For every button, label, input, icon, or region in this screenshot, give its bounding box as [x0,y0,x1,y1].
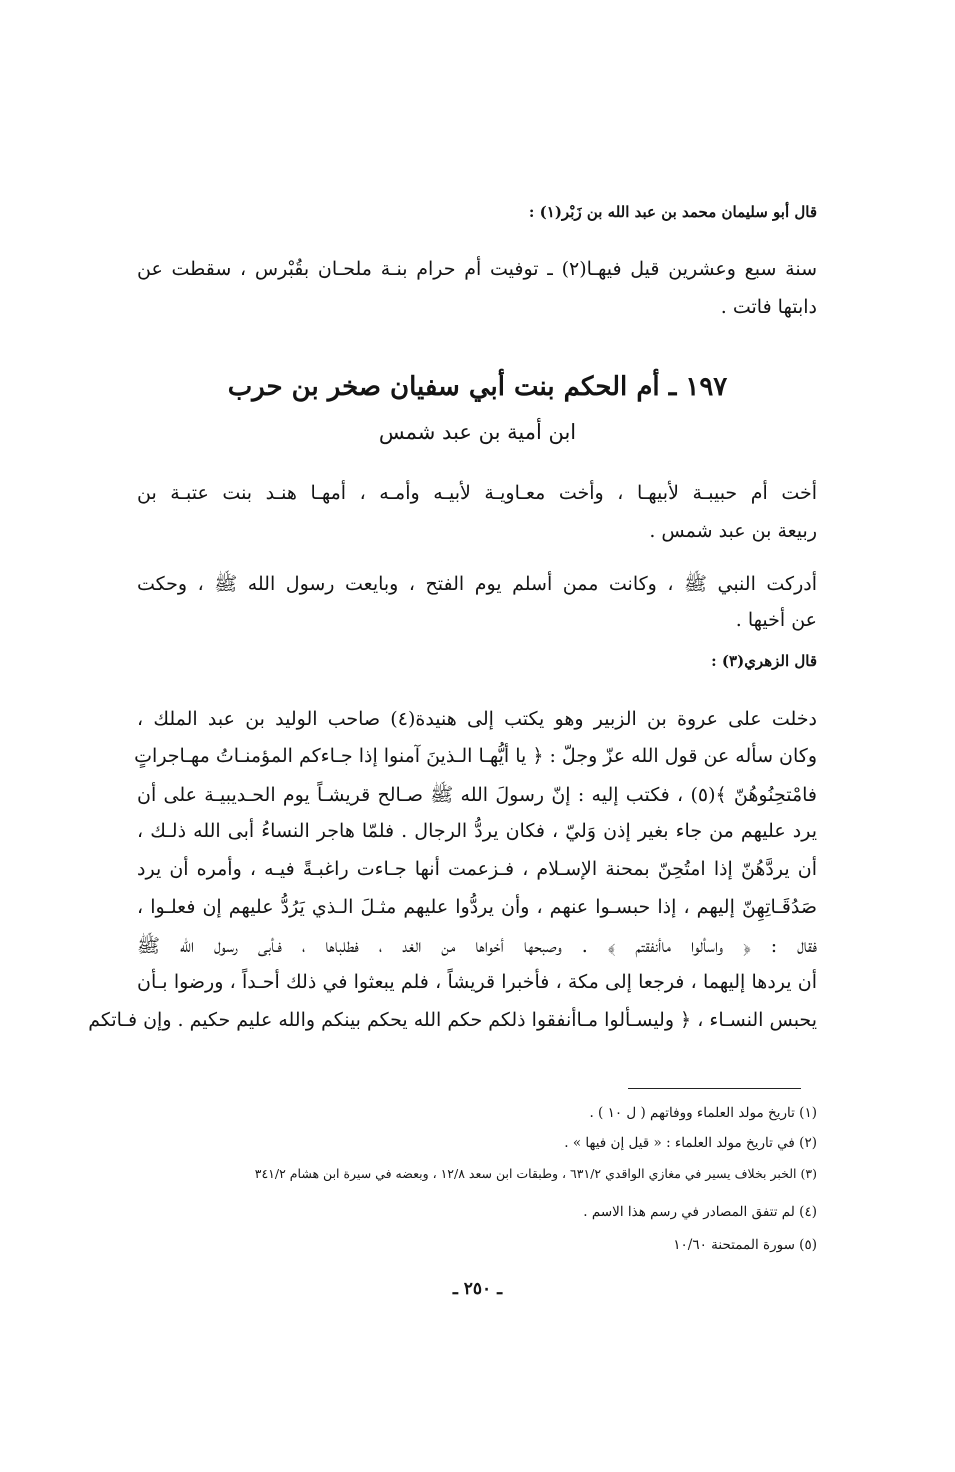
footnote-5: (٥) سورة الممتحنة ١٠/٦٠ [673,1237,817,1253]
paragraph-2-line-2: عن أخيها . [735,609,817,631]
narration-line-6: صَدُقَـاتِهِنّ إليهم ، إذا حبسـوا عنهم ، وأن يردُّوا عليهم مثـلَ الـذي يَرُدُّ عليهم إن فعلـوا ، [137,896,817,918]
narration-line-9: يحبس النسـاء ، ﴿ وليسـألوا مـاأنفقوا ذلكم حكم الله يحكم بينكم والله عليم حكيم . وإن فـاتكم [88,1009,817,1031]
footnote-4: (٤) لم تتفق المصادر في رسم هذا الاسم . [583,1204,817,1220]
footnote-1: (١) تاريخ مولد العلماء ووفاتهم ( ل ١٠ ) . [589,1105,817,1121]
entry-title: ١٩٧ ـ أم الحكم بنت أبي سفيان صخر بن حرب [227,372,728,402]
narrator-attribution: قال أبو سليمان محمد بن عبد الله بن زَبْر(١) : [528,203,817,221]
narration-line-8: أن يردها إليهما ، فرجعا إلى مكة ، فأخبرا قريشاً ، فلم يبعثوا في ذلك أحـداً ، ورضوا بـأن [137,971,817,993]
footnote-2: (٢) في تاريخ مولد العلماء : « قيل إن فيها » . [564,1135,817,1151]
paragraph-2-line-1: أدركت النبي ﷺ ، وكانت ممن أسلم يوم الفتح ، وبايعت رسول الله ﷺ ، وحكت [137,573,817,595]
page-number: ـ ٢٥٠ ـ [452,1279,503,1299]
entry-subtitle: ابن أمية بن عبد شمس [378,420,577,444]
paragraph-1-line-2: ربيعة بن عبد شمس . [649,520,817,542]
footnote-3: (٣) الخبر بخلاف يسير في مغازي الواقدي ٦٣١/٢ ، وطبقات ابن سعد ١٢/٨ ، وبعضه في سيرة ابن هشام ٣٤١/٢ [254,1166,817,1181]
narration-line-1: دخلت على عروة بن الزبير وهو يكتب إلى هنيدة(٤) صاحب الوليد بن عبد الملك ، [137,708,818,730]
footnote-separator [628,1088,801,1089]
narration-line-4: يرد عليهم من جاء بغير إذن وَليّ ، فكان يردُّ الرجال . فلمّا هاجر النساءُ أبى الله ذلـك ، [137,820,817,842]
narration-line-7: فقال : ﴿ واسألوا ماأنفقتم ﴾ . وصبحها أخواها من الغد ، فطلباها ، فـأبى رسول الله ﷺ [137,935,817,957]
narration-line-5: أن يردَّهُنّ إذا امتُحِنّ بمحنة الإسـلام ، فـزعمت أنها جـاءت راغبـةً فيـه ، وأمره أن يرد [137,858,817,880]
narration-line-2: وكان سأله عن قول الله عزّ وجلّ : ﴿ يا أيُّهـا الـذينَ آمنوا إذا جـاءكم المؤمنـاتُ مهـاجراتٍ [134,745,817,767]
zuhri-attribution: قال الزهري(٣) : [711,652,817,670]
intro-line-1: سنة سبع وعشرين قيل فيهـا(٢) ـ توفيت أم حرام بنـة ملحـان بقُبْرس ، سقطت عن [137,258,817,280]
narration-line-3: فامْتحِنُوهُنّ ﴾(٥) ، فكتب إليه : إنّ رسولَ الله ﷺ صـالح قريشـاً يوم الحـديبيـة على أن [137,784,817,806]
paragraph-1-line-1: أخت أم حبيبـة لأبيهـا ، وأخت معـاويـة لأبيـه وأمـه ، أمهـا هنـد بنت عتبـة بن [137,482,817,504]
intro-line-2: دابتها فاتت . [720,296,817,318]
